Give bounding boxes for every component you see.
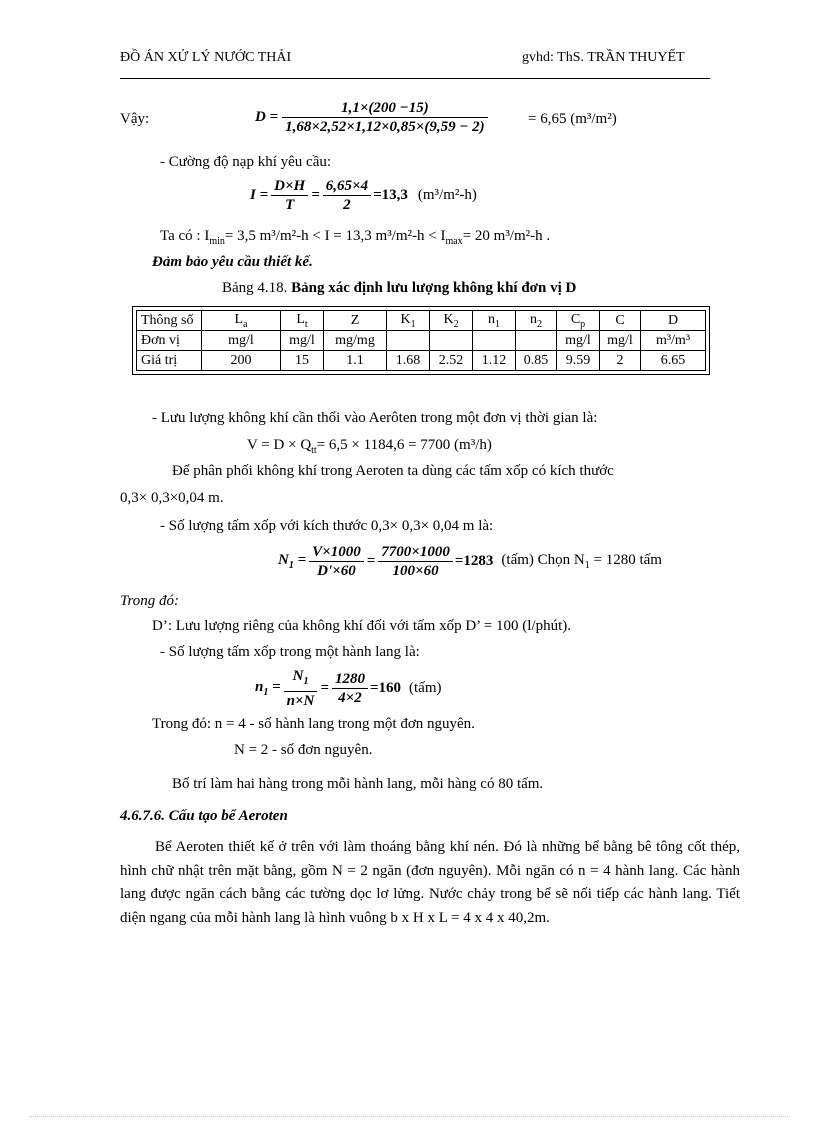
intensity-frac1 bbox=[271, 177, 308, 214]
table-caption bbox=[222, 280, 576, 297]
corridor-frac1 bbox=[284, 667, 318, 710]
eq-d-lhs: D = bbox=[255, 109, 279, 125]
where-label: Trong đó: bbox=[120, 593, 180, 609]
table-cell: 1.1 bbox=[324, 351, 387, 371]
pads-intro: - Số lượng tấm xốp với kích thước 0,3× 0,3× 0,04 m là: bbox=[160, 518, 494, 534]
table-cell bbox=[387, 331, 430, 351]
corridor-frac1-num-letter: N bbox=[292, 668, 304, 684]
airflow-formula bbox=[247, 437, 492, 456]
compare-text-c: = 20 m³/m²-h . bbox=[462, 228, 551, 244]
table-cell: m³/m³ bbox=[641, 331, 706, 351]
intensity-frac2-num: 6,65×4 bbox=[323, 177, 371, 196]
corridor-where1: Trong đó: n = 4 - số hành lang trong một đơn nguyên. bbox=[152, 716, 475, 732]
table-header-cell: $K_2$ bbox=[430, 311, 473, 331]
airflow-parameter-table bbox=[136, 310, 706, 371]
table-header-cell: $L_a$ bbox=[202, 311, 281, 331]
corridor-eq2: = bbox=[320, 680, 329, 696]
header-supervisor: gvhd: ThS. TRẦN THUYẾT bbox=[522, 50, 685, 65]
table-cell: mg/mg bbox=[324, 331, 387, 351]
table-cell: 9.59 bbox=[557, 351, 600, 371]
table-cell: 1.12 bbox=[473, 351, 516, 371]
corridor-unit: (tấm) bbox=[409, 680, 442, 696]
intensity-frac2 bbox=[323, 177, 371, 214]
table-caption-prefix: Bảng 4.18. bbox=[222, 280, 292, 296]
table-header-cell: $C_p$ bbox=[557, 311, 600, 331]
pads-frac2 bbox=[378, 543, 453, 580]
corridor-frac1-num-sub: 1 bbox=[303, 676, 309, 687]
table-cell: 15 bbox=[281, 351, 324, 371]
pads-frac2-num: 7700×1000 bbox=[378, 543, 453, 562]
header-divider bbox=[120, 78, 710, 79]
corridor-frac1-num bbox=[284, 667, 318, 692]
corridor-formula bbox=[255, 667, 442, 710]
table-row-values bbox=[137, 351, 706, 371]
airflow-intro: - Lưu lượng không khí cần thổi vào Aerôten trong một đơn vị thời gian là: bbox=[152, 410, 598, 426]
table-cell: 0.85 bbox=[516, 351, 557, 371]
table-cell: mg/l bbox=[557, 331, 600, 351]
ensure-note: Đảm bảo yêu cầu thiết kế. bbox=[152, 254, 313, 270]
pads-eq2: = bbox=[366, 553, 376, 569]
page-bottom-divider bbox=[30, 1116, 790, 1117]
corridor-intro: - Số lượng tấm xốp trong một hành lang là: bbox=[160, 644, 420, 660]
table-cell: mg/l bbox=[202, 331, 281, 351]
table-header-cell: $L_t$ bbox=[281, 311, 324, 331]
compare-line bbox=[160, 228, 550, 247]
intensity-intro: - Cường độ nạp khí yêu cầu: bbox=[160, 154, 332, 170]
where-d-def: D’: Lưu lượng riêng của không khí đối với tấm xốp D’ = 100 (l/phút). bbox=[152, 618, 571, 634]
table-row-units bbox=[137, 331, 706, 351]
corridor-frac2 bbox=[332, 670, 368, 707]
pads-formula bbox=[278, 543, 662, 580]
pads-tail-sub: 1 bbox=[584, 560, 590, 571]
table-cell: 2 bbox=[600, 351, 641, 371]
table-cell: mg/l bbox=[600, 331, 641, 351]
corridor-frac2-num: 1280 bbox=[332, 670, 368, 689]
corridor-lhs-sub: 1 bbox=[263, 687, 269, 698]
table-cell: 1.68 bbox=[387, 351, 430, 371]
corridor-lhs: $n_1$ = bbox=[255, 679, 281, 698]
intensity-value: =13,3 bbox=[373, 187, 408, 203]
compare-sub-min: min bbox=[209, 236, 225, 247]
table-cell: 6.65 bbox=[641, 351, 706, 371]
table-header-cell: $n_2$ bbox=[516, 311, 557, 331]
intensity-lhs: I = bbox=[250, 187, 269, 203]
distribute-line2: 0,3× 0,3×0,04 m. bbox=[120, 490, 224, 506]
eq-d-label: Vậy: bbox=[120, 111, 150, 127]
table-header-cell: $K_1$ bbox=[387, 311, 430, 331]
intensity-formula bbox=[250, 177, 477, 214]
table-row-headers bbox=[137, 311, 706, 331]
pads-tail-text: (tấm) Chọn N bbox=[501, 552, 585, 568]
compare-text-a: Ta có : I bbox=[160, 228, 210, 244]
table-cell bbox=[473, 331, 516, 351]
pads-frac1 bbox=[309, 543, 364, 580]
pads-lhs-sub: 1 bbox=[288, 560, 294, 571]
eq-d-result: = 6,65 (m³/m²) bbox=[528, 111, 617, 127]
table-cell bbox=[516, 331, 557, 351]
pads-frac1-den: D'×60 bbox=[317, 563, 356, 579]
airflow-formula-sub: tt bbox=[311, 445, 317, 456]
distribute-line1: Để phân phối không khí trong Aeroten ta dùng các tấm xốp có kích thước bbox=[172, 463, 614, 479]
body-paragraph: Bể Aeroten thiết kế ở trên với làm thoáng bằng khí nén. Đó là những bể bằng bê tông cốt thép, hình chữ nhật trên mặt bằng, gồm N = 2 ngăn (đơn nguyên). Mỗi ngăn có n = 4 hành lang. Các hành lang được ngăn cách bằng các tường dọc lơ lửng. Nước chảy trong bể sẽ nối tiếp các hành lang. Tiết diện ngang của mỗi hành lang là hình vuông b x H x L = 4 x 4 x 40,2m. bbox=[120, 839, 740, 926]
table-header-cell: $n_1$ bbox=[473, 311, 516, 331]
pads-frac1-num: V×1000 bbox=[309, 543, 364, 562]
corridor-frac1-den: n×N bbox=[286, 693, 315, 709]
pads-value: =1283 bbox=[454, 553, 494, 569]
eq-d-formula bbox=[255, 99, 488, 136]
pads-lhs: $N_1$ = bbox=[278, 552, 307, 571]
table-cell: Giá trị bbox=[137, 351, 202, 371]
airflow-formula-a: V = D × Q bbox=[247, 437, 312, 453]
section-heading: 4.6.7.6. Cấu tạo bể Aeroten bbox=[120, 808, 288, 824]
pads-tail-rest: = 1280 tấm bbox=[593, 552, 662, 568]
table-header-cell: C bbox=[600, 311, 641, 331]
intensity-frac1-num: D×H bbox=[271, 177, 308, 196]
corridor-lhs-letter: n bbox=[255, 679, 264, 695]
eq-d-fraction bbox=[282, 99, 488, 136]
table-header-cell: Thông số bbox=[137, 311, 202, 331]
table-cell: mg/l bbox=[281, 331, 324, 351]
arrange-text: Bố trí làm hai hàng trong mỗi hành lang, mỗi hàng có 80 tấm. bbox=[172, 776, 544, 792]
intensity-unit: (m³/m²-h) bbox=[417, 187, 477, 203]
table-cell: Đơn vị bbox=[137, 331, 202, 351]
intensity-frac1-den: T bbox=[285, 197, 295, 213]
corridor-where2: N = 2 - số đơn nguyên. bbox=[234, 742, 373, 758]
table-header-cell: D bbox=[641, 311, 706, 331]
intensity-eq2: = bbox=[311, 187, 320, 203]
eq-d-numerator: 1,1×(200 −15) bbox=[282, 99, 488, 118]
header-title: ĐỒ ÁN XỬ LÝ NƯỚC THẢI bbox=[120, 50, 292, 65]
pads-lhs-letter: N bbox=[278, 552, 289, 568]
pads-tail bbox=[501, 552, 662, 571]
compare-text-b: = 3,5 m³/m²-h < I = 13,3 m³/m²-h < I bbox=[224, 228, 446, 244]
table-cell: 200 bbox=[202, 351, 281, 371]
eq-d-denominator: 1,68×2,52×1,12×0,85×(9,59 − 2) bbox=[285, 119, 485, 135]
corridor-value: =160 bbox=[369, 680, 402, 696]
intensity-frac2-den: 2 bbox=[343, 197, 351, 213]
airflow-formula-rest: = 6,5 × 1184,6 = 7700 (m³/h) bbox=[316, 437, 492, 453]
table-cell bbox=[430, 331, 473, 351]
table-caption-title: Bảng xác định lưu lượng không khí đơn vị D bbox=[291, 280, 577, 296]
compare-sub-max: max bbox=[445, 236, 463, 247]
pads-frac2-den: 100×60 bbox=[392, 563, 439, 579]
corridor-frac2-den: 4×2 bbox=[338, 690, 362, 706]
table-header-cell: Z bbox=[324, 311, 387, 331]
table-cell: 2.52 bbox=[430, 351, 473, 371]
